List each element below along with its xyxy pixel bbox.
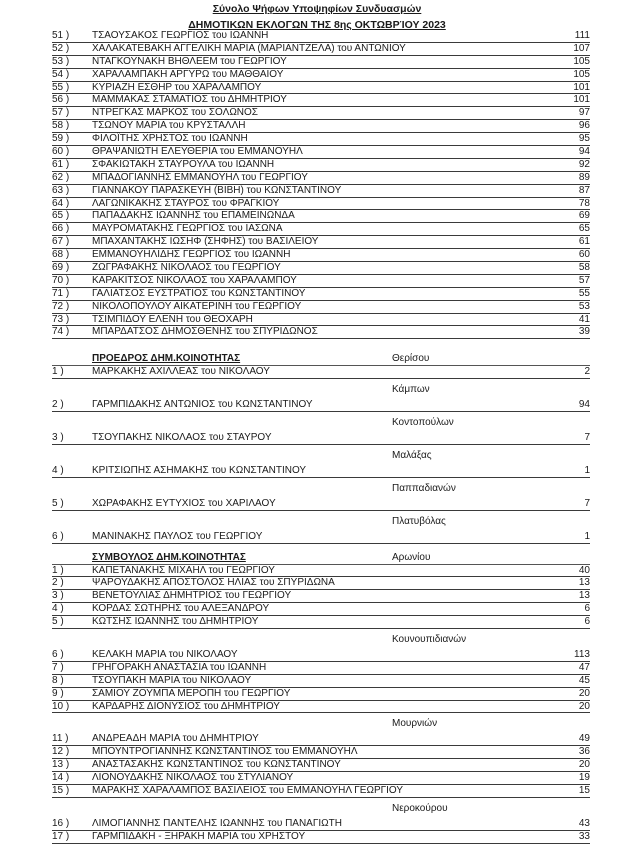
candidate-row xyxy=(52,577,590,590)
candidate-row xyxy=(52,210,590,223)
candidate-row xyxy=(52,43,590,56)
candidate-row xyxy=(52,565,590,578)
candidate-name: ΤΣΑΟΥΣΑΚΟΣ ΓΕΩΡΓΙΟΣ του ΙΩΑΝΝΗ xyxy=(92,30,269,41)
candidate-name: ΜΠΑΔΟΓΙΑΝΝΗΣ ΕΜΜΑΝΟΥΗΛ του ΓΕΩΡΓΙΟΥ xyxy=(92,171,308,183)
candidate-row xyxy=(52,288,590,301)
candidate-votes: 36 xyxy=(578,746,590,758)
candidate-name: ΑΝΔΡΕΑΔΗ ΜΑΡΙΑ του ΔΗΜΗΤΡΙΟΥ xyxy=(92,733,259,745)
candidate-row xyxy=(52,675,590,688)
candidate-number: 62 ) xyxy=(52,171,70,183)
candidate-votes: 1 xyxy=(584,530,590,542)
location-label: Αρωνίου xyxy=(392,551,431,563)
location-row xyxy=(52,445,590,465)
candidate-votes: 49 xyxy=(578,733,590,745)
candidate-votes: 41 xyxy=(578,313,590,325)
candidate-votes: 13 xyxy=(578,577,590,589)
candidate-row xyxy=(52,746,590,759)
candidate-name: ΚΑΠΕΤΑΝΑΚΗΣ ΜΙΧΑΗΛ του ΓΕΩΡΓΙΟΥ xyxy=(92,564,275,576)
candidate-name: ΚΩΤΣΗΣ ΙΩΑΝΝΗΣ του ΔΗΜΗΤΡΙΟΥ xyxy=(92,616,259,628)
candidate-row xyxy=(52,146,590,159)
candidate-number: 57 ) xyxy=(52,107,70,119)
candidate-row xyxy=(52,82,590,95)
candidate-votes: 78 xyxy=(578,197,590,209)
candidate-votes: 94 xyxy=(578,399,590,411)
candidate-row xyxy=(52,603,590,616)
candidate-name: ΜΠΑΧΑΝΤΑΚΗΣ ΙΩΣΗΦ (ΣΗΦΗΣ) του ΒΑΣΙΛΕΙΟΥ xyxy=(92,236,319,248)
candidate-name: ΤΣΩΝΟΥ ΜΑΡΙΑ του ΚΡΥΣΤΑΛΛΗ xyxy=(92,120,246,132)
candidate-name: ΤΣΟΥΠΑΚΗΣ ΝΙΚΟΛΑΟΣ του ΣΤΑΥΡΟΥ xyxy=(92,432,272,444)
candidate-name: ΕΜΜΑΝΟΥΗΛΙΔΗΣ ΓΕΩΡΓΙΟΣ του ΙΩΑΝΝΗ xyxy=(92,249,291,261)
candidate-number: 60 ) xyxy=(52,146,70,158)
candidate-number: 4 ) xyxy=(52,464,64,476)
location-label: Θερίσου xyxy=(392,353,430,365)
candidate-votes: 39 xyxy=(578,326,590,338)
candidate-row xyxy=(52,326,590,339)
location-label: Μαλάξας xyxy=(392,449,432,461)
location-label: Κοντοπούλων xyxy=(392,417,454,429)
candidate-row xyxy=(52,772,590,785)
candidate-name: ΓΑΡΜΠΙΔΑΚΗ - ΞΗΡΑΚΗ ΜΑΡΙΑ του ΧΡΗΣΤΟΥ xyxy=(92,830,306,842)
candidate-number: 69 ) xyxy=(52,262,70,274)
candidate-number: 65 ) xyxy=(52,210,70,222)
location-row xyxy=(52,379,590,399)
candidate-number: 74 ) xyxy=(52,326,70,338)
location-label: Κάμπων xyxy=(392,384,430,396)
candidate-name: ΝΙΚΟΛΟΠΟΥΛΟΥ ΑΙΚΑΤΕΡΙΝΗ του ΓΕΩΡΓΙΟΥ xyxy=(92,300,302,312)
candidate-number: 11 ) xyxy=(52,733,69,745)
candidate-name: ΜΠΑΡΔΑΤΣΟΣ ΔΗΜΟΣΘΕΝΗΣ του ΣΠΥΡΙΔΩΝΟΣ xyxy=(92,326,318,338)
candidate-name: ΜΑΜΜΑΚΑΣ ΣΤΑΜΑΤΙΟΣ του ΔΗΜΗΤΡΙΟΥ xyxy=(92,94,287,106)
candidate-votes: 1 xyxy=(584,464,590,476)
location-label: Πλατυβόλας xyxy=(392,515,446,527)
candidate-row xyxy=(52,120,590,133)
document-title: Σύνολο Ψήφων Υποψηφίων Συνδυασμών xyxy=(212,3,422,15)
candidate-row xyxy=(52,785,590,798)
candidate-votes: 19 xyxy=(578,772,590,784)
location-row xyxy=(52,511,590,531)
candidate-row xyxy=(52,688,590,701)
candidate-number: 72 ) xyxy=(52,300,70,312)
candidate-row xyxy=(52,275,590,288)
candidate-name: ΜΑΥΡΟΜΑΤΑΚΗΣ ΓΕΩΡΓΙΟΣ του ΙΑΣΩΝΑ xyxy=(92,223,283,235)
location-label: Μουρνιών xyxy=(392,718,438,730)
candidate-row xyxy=(52,133,590,146)
candidate-number: 8 ) xyxy=(52,674,64,686)
candidate-row xyxy=(52,616,590,629)
document-subtitle: ΔΗΜΟΤΙΚΩΝ ΕΚΛΟΓΩΝ ΤΗΣ 8ης ΟΚΤΩΒΡΊΟΥ 2023 xyxy=(188,19,446,31)
location-label: Παππαδιανών xyxy=(392,482,456,494)
candidate-number: 1 ) xyxy=(52,564,64,576)
candidate-number: 66 ) xyxy=(52,223,70,235)
location-row xyxy=(52,412,590,432)
candidate-votes: 65 xyxy=(578,223,590,235)
candidate-votes: 20 xyxy=(578,700,590,712)
candidate-votes: 15 xyxy=(578,784,590,796)
candidate-votes: 61 xyxy=(578,236,590,248)
candidate-votes: 58 xyxy=(578,262,590,274)
candidate-row xyxy=(52,831,590,844)
candidate-votes: 47 xyxy=(578,661,590,673)
candidate-row xyxy=(52,198,590,211)
candidate-number: 9 ) xyxy=(52,687,64,699)
candidate-name: ΜΑΡΚΑΚΗΣ ΑΧΙΛΛΕΑΣ του ΝΙΚΟΛΑΟΥ xyxy=(92,366,270,378)
candidate-name: ΧΩΡΑΦΑΚΗΣ ΕΥΤΥΧΙΟΣ του ΧΑΡΙΛΑΟΥ xyxy=(92,497,276,509)
candidate-number: 4 ) xyxy=(52,603,64,615)
candidate-votes: 20 xyxy=(578,759,590,771)
candidate-name: ΧΑΛΑΚΑΤΕΒΑΚΗ ΑΓΓΕΛΙΚΗ ΜΑΡΙΑ (ΜΑΡΙΑΝΤΖΕΛΑ) του ΑΝΤΩΝΙΟΥ xyxy=(92,42,406,54)
candidate-row xyxy=(52,366,590,379)
candidate-row xyxy=(52,249,590,262)
candidate-name: ΚΟΡΔΑΣ ΣΩΤΗΡΗΣ του ΑΛΕΞΑΝΔΡΟΥ xyxy=(92,603,270,615)
candidate-number: 7 ) xyxy=(52,661,64,673)
candidate-row xyxy=(52,759,590,772)
candidate-name: ΠΑΠΑΔΑΚΗΣ ΙΩΑΝΝΗΣ του ΕΠΑΜΕΙΝΩΝΔΑ xyxy=(92,210,295,222)
location-row xyxy=(52,478,590,498)
candidate-number: 5 ) xyxy=(52,497,64,509)
candidate-row xyxy=(52,159,590,172)
candidate-row xyxy=(52,498,590,511)
candidate-number: 73 ) xyxy=(52,313,70,325)
candidate-votes: 60 xyxy=(578,249,590,261)
candidate-number: 52 ) xyxy=(52,42,70,54)
candidate-row xyxy=(52,236,590,249)
candidate-votes: 92 xyxy=(578,158,590,170)
candidate-votes: 101 xyxy=(573,94,590,106)
section-heading: ΣΥΜΒΟΥΛΟΣ ΔΗΜ.ΚΟΙΝΟΤΗΤΑΣ xyxy=(92,551,246,563)
candidate-name: ΛΙΟΝΟΥΔΑΚΗΣ ΝΙΚΟΛΑΟΣ του ΣΤΥΛΙΑΝΟΥ xyxy=(92,772,294,784)
candidate-row xyxy=(52,465,590,478)
candidate-row xyxy=(52,701,590,714)
candidate-number: 2 ) xyxy=(52,399,64,411)
candidate-votes: 43 xyxy=(578,817,590,829)
candidate-name: ΛΙΜΟΓΙΑΝΝΗΣ ΠΑΝΤΕΛΗΣ ΙΩΑΝΝΗΣ του ΠΑΝΑΓΙΩΤΗ xyxy=(92,817,342,829)
candidate-row xyxy=(52,399,590,412)
candidate-votes: 57 xyxy=(578,274,590,286)
candidate-number: 55 ) xyxy=(52,81,70,93)
candidate-number: 14 ) xyxy=(52,772,70,784)
candidate-number: 54 ) xyxy=(52,68,70,80)
candidate-row xyxy=(52,590,590,603)
candidate-name: ΝΤΑΓΚΟΥΝΑΚΗ ΒΗΘΛΕΕΜ του ΓΕΩΡΓΙΟΥ xyxy=(92,55,287,67)
candidate-row xyxy=(52,94,590,107)
candidate-number: 3 ) xyxy=(52,432,64,444)
candidate-name: ΝΤΡΕΓΚΑΣ ΜΑΡΚΟΣ του ΣΟΛΩΝΟΣ xyxy=(92,107,258,119)
candidate-name: ΨΑΡΟΥΔΑΚΗΣ ΑΠΟΣΤΟΛΟΣ ΗΛΙΑΣ του ΣΠΥΡΙΔΩΝΑ xyxy=(92,577,335,589)
candidate-number: 51 ) xyxy=(52,30,70,41)
candidate-number: 71 ) xyxy=(52,287,70,299)
candidate-row xyxy=(52,531,590,544)
candidate-number: 53 ) xyxy=(52,55,70,67)
candidate-name: ΓΙΑΝΝΑΚΟΥ ΠΑΡΑΣΚΕΥΗ (ΒΙΒΗ) του ΚΩΝΣΤΑΝΤΙΝΟΥ xyxy=(92,184,342,196)
candidate-name: ΜΠΟΥΝΤΡΟΓΙΑΝΝΗΣ ΚΩΝΣΤΑΝΤΙΝΟΣ του ΕΜΜΑΝΟΥΗΛ xyxy=(92,746,358,758)
results-list xyxy=(52,30,590,844)
location-row xyxy=(52,713,590,733)
candidate-name: ΛΑΓΩΝΙΚΑΚΗΣ ΣΤΑΥΡΟΣ του ΦΡΑΓΚΙΟΥ xyxy=(92,197,280,209)
candidate-votes: 89 xyxy=(578,171,590,183)
candidate-number: 64 ) xyxy=(52,197,70,209)
location-row xyxy=(52,629,590,649)
candidate-number: 56 ) xyxy=(52,94,70,106)
candidate-row xyxy=(52,107,590,120)
candidate-row xyxy=(52,56,590,69)
candidate-number: 13 ) xyxy=(52,759,70,771)
candidate-votes: 6 xyxy=(584,616,590,628)
candidate-name: ΘΡΑΨΑΝΙΩΤΗ ΕΛΕΥΘΕΡΙΑ του ΕΜΜΑΝΟΥΗΛ xyxy=(92,146,303,158)
candidate-votes: 95 xyxy=(578,133,590,145)
section-heading: ΠΡΟΕΔΡΟΣ ΔΗΜ.ΚΟΙΝΟΤΗΤΑΣ xyxy=(92,353,241,365)
candidate-name: ΚΑΡΔΑΡΗΣ ΔΙΟΝΥΣΙΟΣ του ΔΗΜΗΤΡΙΟΥ xyxy=(92,700,280,712)
candidate-name: ΚΑΡΑΚΙΤΣΟΣ ΝΙΚΟΛΑΟΣ του ΧΑΡΑΛΑΜΠΟΥ xyxy=(92,274,297,286)
candidate-number: 70 ) xyxy=(52,274,70,286)
section-header-row xyxy=(52,353,590,366)
candidate-row xyxy=(52,733,590,746)
candidate-number: 16 ) xyxy=(52,817,70,829)
candidate-number: 17 ) xyxy=(52,830,70,842)
candidate-votes: 107 xyxy=(573,42,590,54)
candidate-number: 3 ) xyxy=(52,590,64,602)
candidate-votes: 53 xyxy=(578,300,590,312)
candidate-number: 12 ) xyxy=(52,746,70,758)
location-row xyxy=(52,798,590,818)
candidate-number: 15 ) xyxy=(52,784,70,796)
candidate-name: ΧΑΡΑΛΑΜΠΑΚΗ ΑΡΓΥΡΩ του ΜΑΘΘΑΙΟΥ xyxy=(92,68,284,80)
candidate-name: ΦΙΛΟΪΤΗΣ ΧΡΗΣΤΟΣ του ΙΩΑΝΝΗ xyxy=(92,133,248,145)
candidate-votes: 55 xyxy=(578,287,590,299)
candidate-name: ΤΣΟΥΠΑΚΗ ΜΑΡΙΑ του ΝΙΚΟΛΑΟΥ xyxy=(92,674,252,686)
location-label: Κουνουπιδιανών xyxy=(392,633,467,645)
candidate-name: ΣΑΜΙΟΥ ΖΟΥΜΠΑ ΜΕΡΟΠΗ του ΓΕΩΡΓΙΟΥ xyxy=(92,687,291,699)
candidate-votes: 87 xyxy=(578,184,590,196)
candidate-row xyxy=(52,432,590,445)
candidate-number: 5 ) xyxy=(52,616,64,628)
candidate-votes: 69 xyxy=(578,210,590,222)
candidate-votes: 97 xyxy=(578,107,590,119)
candidate-row xyxy=(52,185,590,198)
candidate-votes: 101 xyxy=(573,81,590,93)
candidate-row xyxy=(52,314,590,327)
candidate-row xyxy=(52,30,590,43)
candidate-row xyxy=(52,818,590,831)
candidate-name: ΚΡΙΤΣΙΩΠΗΣ ΑΣΗΜΑΚΗΣ του ΚΩΝΣΤΑΝΤΙΝΟΥ xyxy=(92,464,307,476)
candidate-votes: 96 xyxy=(578,120,590,132)
candidate-name: ΖΩΓΡΑΦΑΚΗΣ ΝΙΚΟΛΑΟΣ του ΓΕΩΡΓΙΟΥ xyxy=(92,262,281,274)
candidate-number: 10 ) xyxy=(52,700,70,712)
candidate-votes: 113 xyxy=(574,648,590,660)
candidate-name: ΓΑΡΜΠΙΔΑΚΗΣ ΑΝΤΩΝΙΟΣ του ΚΩΝΣΤΑΝΤΙΝΟΥ xyxy=(92,399,313,411)
candidate-row xyxy=(52,662,590,675)
location-label: Νεροκούρου xyxy=(392,802,448,814)
candidate-name: ΤΣΙΜΠΙΔΟΥ ΕΛΕΝΗ του ΘΕΟΧΑΡΗ xyxy=(92,313,253,325)
candidate-votes: 105 xyxy=(573,55,590,67)
candidate-votes: 6 xyxy=(584,603,590,615)
candidate-votes: 13 xyxy=(578,590,590,602)
candidate-name: ΑΝΑΣΤΑΣΑΚΗΣ ΚΩΝΣΤΑΝΤΙΝΟΣ του ΚΩΝΣΤΑΝΤΙΝΟΥ xyxy=(92,759,341,771)
candidate-number: 61 ) xyxy=(52,158,70,170)
candidate-name: ΚΕΛΑΚΗ ΜΑΡΙΑ του ΝΙΚΟΛΑΟΥ xyxy=(92,648,238,660)
candidate-name: ΚΥΡΙΑΖΗ ΕΣΘΗΡ του ΧΑΡΑΛΑΜΠΟΥ xyxy=(92,81,262,93)
candidate-number: 67 ) xyxy=(52,236,70,248)
candidate-name: ΜΑΝΙΝΑΚΗΣ ΠΑΥΛΟΣ του ΓΕΩΡΓΙΟΥ xyxy=(92,530,263,542)
candidate-name: ΓΡΗΓΟΡΑΚΗ ΑΝΑΣΤΑΣΙΑ του ΙΩΑΝΝΗ xyxy=(92,661,267,673)
candidate-votes: 2 xyxy=(584,366,590,378)
candidate-votes: 45 xyxy=(578,674,590,686)
candidate-votes: 105 xyxy=(573,68,590,80)
candidate-number: 1 ) xyxy=(52,366,64,378)
candidate-votes: 7 xyxy=(584,432,590,444)
candidate-name: ΓΑΛΙΑΤΣΟΣ ΕΥΣΤΡΑΤΙΟΣ του ΚΩΝΣΤΑΝΤΙΝΟΥ xyxy=(92,287,306,299)
section-header-row xyxy=(52,552,590,565)
candidate-row xyxy=(52,262,590,275)
candidate-votes: 7 xyxy=(584,497,590,509)
candidate-number: 63 ) xyxy=(52,184,70,196)
candidate-row xyxy=(52,301,590,314)
candidate-number: 2 ) xyxy=(52,577,64,589)
candidate-votes: 33 xyxy=(578,830,590,842)
candidate-row xyxy=(52,172,590,185)
candidate-votes: 94 xyxy=(578,146,590,158)
spacer xyxy=(52,544,590,552)
candidate-number: 59 ) xyxy=(52,133,70,145)
candidate-row xyxy=(52,69,590,82)
candidate-votes: 111 xyxy=(574,30,590,41)
candidate-row xyxy=(52,223,590,236)
candidate-number: 6 ) xyxy=(52,530,64,542)
candidate-name: ΜΑΡΑΚΗΣ ΧΑΡΑΛΑΜΠΟΣ ΒΑΣΙΛΕΙΟΣ του ΕΜΜΑΝΟΥΗΛ ΓΕΩΡΓΙΟΥ xyxy=(92,784,404,796)
candidate-number: 6 ) xyxy=(52,648,64,660)
candidate-number: 68 ) xyxy=(52,249,70,261)
candidate-name: ΒΕΝΕΤΟΥΛΙΑΣ ΔΗΜΗΤΡΙΟΣ του ΓΕΩΡΓΙΟΥ xyxy=(92,590,292,602)
candidate-name: ΣΦΑΚΙΩΤΑΚΗ ΣΤΑΥΡΟΥΛΑ του ΙΩΑΝΝΗ xyxy=(92,158,275,170)
candidate-votes: 20 xyxy=(578,687,590,699)
candidate-votes: 40 xyxy=(578,564,590,576)
spacer xyxy=(52,339,590,353)
candidate-number: 58 ) xyxy=(52,120,70,132)
candidate-row xyxy=(52,649,590,662)
